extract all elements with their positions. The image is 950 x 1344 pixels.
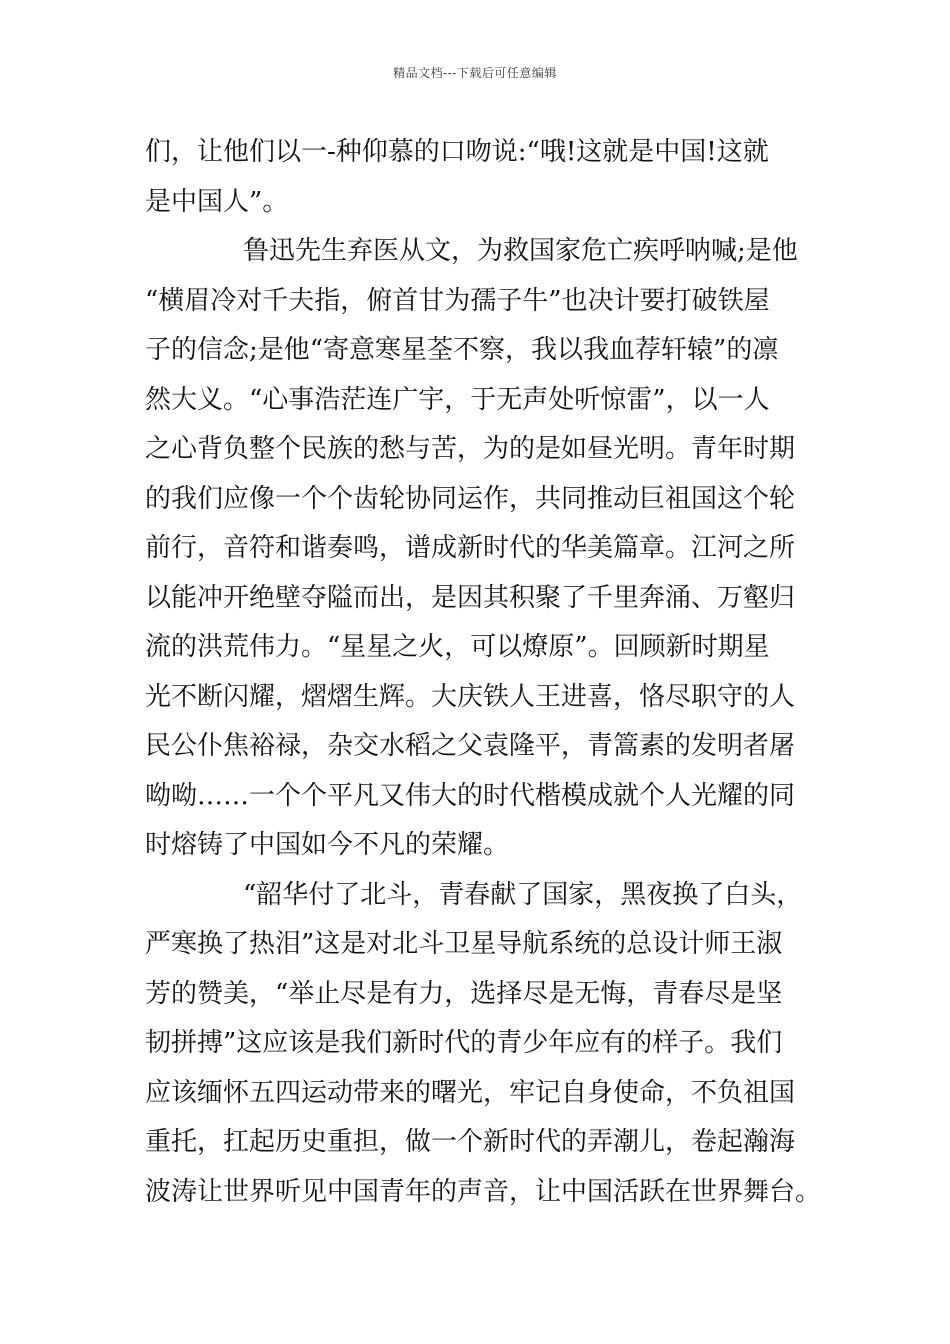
text-line: 应该缅怀五四运动带来的曙光，牢记自身使命，不负祖国 bbox=[145, 1077, 796, 1108]
text-line: 严寒换了热泪”这是对北斗卫星导航系统的总设计师王淑 bbox=[145, 929, 783, 959]
text-line: 波涛让世界听见中国青年的声音，让中国活跃在世界舞台。 bbox=[145, 1176, 822, 1207]
text-line: “横眉冷对千夫指，俯首甘为孺子牛”也决计要打破铁屋 bbox=[145, 285, 770, 316]
page-header: 精品文档---下载后可任意编辑 bbox=[393, 66, 557, 80]
text-line: 子的信念;是他“寄意寒星荃不察，我以我血荐轩辕”的凛 bbox=[145, 335, 779, 365]
text-line: 鲁迅先生弃医从文，为救国家危亡疾呼呐喊;是他 bbox=[243, 236, 798, 266]
text-line: 是中国人”。 bbox=[145, 186, 289, 217]
text-line: 前行，音符和谐奏鸣，谱成新时代的华美篇章。江河之所 bbox=[145, 533, 796, 563]
text-line: 然大义。“心事浩茫连广宇，于无声处听惊雷”，以一人 bbox=[145, 384, 770, 415]
text-line: 呦呦……一个个平凡又伟大的时代楷模成就个人光耀的同 bbox=[145, 780, 796, 811]
text-line: 之心背负整个民族的愁与苦，为的是如昼光明。青年时期 bbox=[145, 434, 796, 464]
text-line: 时熔铸了中国如今不凡的荣耀。 bbox=[145, 830, 510, 860]
text-line: 芳的赞美，“举止尽是有力，选择尽是无悔，青春尽是坚 bbox=[145, 978, 783, 1009]
text-line: 以能冲开绝壁夺隘而出，是因其积聚了千里奔涌、万壑归 bbox=[145, 582, 796, 613]
text-line: 民公仆焦裕禄，杂交水稻之父袁隆平，青篙素的发明者屠 bbox=[145, 731, 796, 761]
text-line: 流的洪荒伟力。“星星之火，可以燎原”。回顾新时期星 bbox=[145, 632, 770, 662]
text-line: “韶华付了北斗，青春献了国家，黑夜换了白头， bbox=[243, 879, 803, 910]
text-line: 韧拼搏”这应该是我们新时代的青少年应有的样子。我们 bbox=[145, 1028, 783, 1058]
text-line: 们，让他们以一-种仰慕的口吻说:“哦!这就是中国!这就 bbox=[145, 137, 769, 167]
text-line: 光不断闪耀，熠熠生辉。大庆铁人王进喜，恪尽职守的人 bbox=[145, 681, 796, 712]
text-line: 的我们应像一个个齿轮协同运作，共同推动巨祖国这个轮 bbox=[145, 483, 796, 514]
text-line: 重托，扛起历史重担，做一个新时代的弄潮儿，卷起瀚海 bbox=[145, 1127, 796, 1157]
body-text bbox=[145, 128, 835, 1217]
